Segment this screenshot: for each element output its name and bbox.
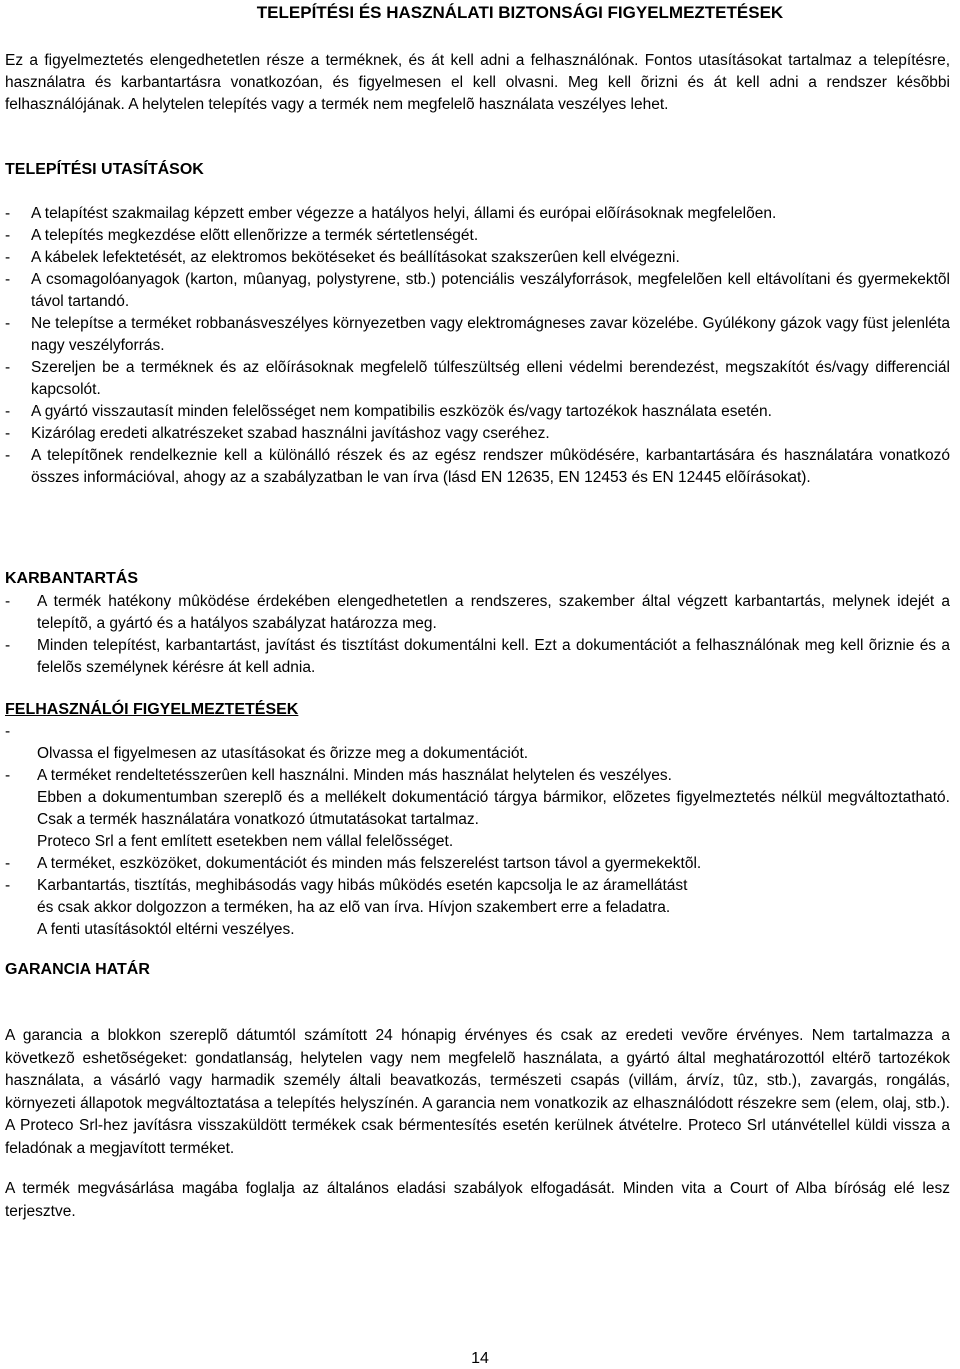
list-item: - A terméket, eszközöket, dokumentációt és minden más felszerelést tartson távol a gyermekektõl. <box>5 853 950 875</box>
list-dash: - <box>5 637 11 654</box>
installation-list <box>5 203 950 489</box>
list-dash: - <box>5 249 11 266</box>
list-item: - A telepítés megkezdése elõtt ellenõrizze a termék sértetlenségét. <box>5 225 950 247</box>
list-dash: - <box>5 723 11 740</box>
list-dash: - <box>5 593 11 610</box>
list-dash: - <box>5 425 11 442</box>
list-item: - A gyártó visszautasít minden felelõsséget nem kompatibilis eszközök és/vagy tartozékok használata esetén. <box>5 401 950 423</box>
list-item: - Olvassa el figyelmesen az utasításokat és õrizze meg a dokumentációt. <box>5 723 529 762</box>
list-item: - A termék hatékony mûködése érdekében elengedhetetlen a rendszeres, szakember által végzett karbantartás, melynek idejét a telepítõ, a gyártó és a hatályos szabályzat határozza meg. <box>5 593 950 632</box>
list-item: - A kábelek lefektetését, az elektromos bekötéseket és beállításokat szakszerûen kell elvégezni. <box>5 247 950 269</box>
user-warnings-heading: FELHASZNÁLÓI FIGYELMEZTETÉSEK <box>5 701 299 718</box>
list-dash: - <box>5 447 11 464</box>
list-dash: - <box>5 877 11 894</box>
list-dash: - <box>5 855 11 872</box>
warranty-heading: GARANCIA HATÁR <box>5 961 150 978</box>
list-dash: - <box>5 227 11 244</box>
list-dash: - <box>5 403 11 420</box>
installation-heading: TELEPÍTÉSI UTASÍTÁSOK <box>5 161 204 178</box>
list-item: - Ne telepítse a terméket robbanásveszélyes környezetben vagy elektromágneses zavar közelébe. Gyúlékony gázok vagy füst jelenléta nagy veszélyforrás. <box>5 315 950 354</box>
maintenance-list <box>5 591 950 679</box>
list-dash: - <box>5 767 11 784</box>
list-item: - Karbantartás, tisztítás, meghibásodás vagy hibás mûködés esetén kapcsolja le az áramellátást és csak akkor dolgozzon a terméken, ha az elõ van írva. Hívjon szakembert erre a feladatra. A fenti utasításoktól eltérni veszélyes. <box>5 877 688 938</box>
warranty-paragraph: A garancia a blokkon szereplõ dátumtól számított 24 hónapig érvényes és csak az eredeti vevõre érvényes. Nem tartalmazza a következõ eshetõségeket: gondatlanság, helytelen vagy nem megfelelõ használata, a gyártó által meghatározottól eltérõ tartozékok használata, a vásárló vagy harmadik személy általi beavatkozás, természeti csapás (villám, árvíz, tûz, stb.), zavargás, rongálás, környezeti állapotok megváltoztatása a telepítés helyszínén. A garancia nem vonatkozik az elhasználódott részekre sem (elem, olaj, stb.). A Proteco Srl-hez javításra visszaküldött termékek csak bérmentesítés esetén kerülnek átvételre. Proteco Srl utánvétellel küldi vissza a feladónak a megjavított terméket. <box>5 1027 950 1157</box>
user-warnings-list <box>5 721 950 941</box>
list-dash: - <box>5 315 11 332</box>
list-item: - A terméket rendeltetésszerûen kell használni. Minden más használat helytelen és veszélyes. Ebben a dokumentumban szereplõ és a mellékelt dokumentáció tárgya bármikor, elõzetes figyelmeztetés nélkül megváltoztatható. Csak a termék használatára vonatkozó útmutatásokat tartalmaz. Proteco Srl a fent említett esetekben nem vállal felelõsséget. <box>5 767 950 850</box>
list-item: - Kizárólag eredeti alkatrészeket szabad használni javításhoz vagy cseréhez. <box>5 423 950 445</box>
page-title: TELEPÍTÉSI ÉS HASZNÁLATI BIZTONSÁGI FIGYELMEZTETÉSEK <box>256 3 784 22</box>
list-item: - A telepítõnek rendelkeznie kell a különálló részek és az egész rendszer mûködésére, karbantartására és használatára vonatkozó összes információval, ahogy az a szabályzatban le van írva (lásd EN 12635, EN 12453 és EN 12445 elõírásokat). <box>5 447 950 486</box>
list-item: - A telapítést szakmailag képzett ember végezze a hatályos helyi, állami és európai elõírásoknak megfelelõen. <box>5 203 950 225</box>
list-item: - A csomagolóanyagok (karton, mûanyag, polystyrene, stb.) potenciális veszályforrások, megfelelõen kell eltávolítani és gyermekektõl távol tartandó. <box>5 271 950 310</box>
warranty-paragraph-2: A termék megvásárlása magába foglalja az általános eladási szabályok elfogadását. Minden vita a Court of Alba bíróság elé lesz terjesztve. <box>5 1180 950 1220</box>
list-dash: - <box>5 359 11 376</box>
maintenance-heading: KARBANTARTÁS <box>5 570 139 587</box>
list-dash: - <box>5 271 11 288</box>
page-number: 14 <box>471 1350 489 1367</box>
intro-paragraph: Ez a figyelmeztetés elengedhetetlen része a terméknek, és át kell adni a felhasználónak. Fontos utasításokat tartalmaz a telepítésre, használatra és karbantartásra vonatkozóan, és figyelmesen el kell olvasni. Meg kell õrizni és át kell adni a rendszer késõbbi felhasználójának. A helytelen telepítés vagy a termék nem megfelelõ használata veszélyes lehet. <box>5 52 950 113</box>
list-dash: - <box>5 205 11 222</box>
list-item: - Szereljen be a terméknek és az elõírásoknak megfelelõ túlfeszültség elleni védelmi berendezést, megszakítót és/vagy differenciál kapcsolót. <box>5 359 950 398</box>
list-item: - Minden telepítést, karbantartást, javítást és tisztítást dokumentálni kell. Ezt a dokumentációt a felhasználónak meg kell õriznie és a felelõs személynek kérésre át kell adnia. <box>5 637 950 676</box>
